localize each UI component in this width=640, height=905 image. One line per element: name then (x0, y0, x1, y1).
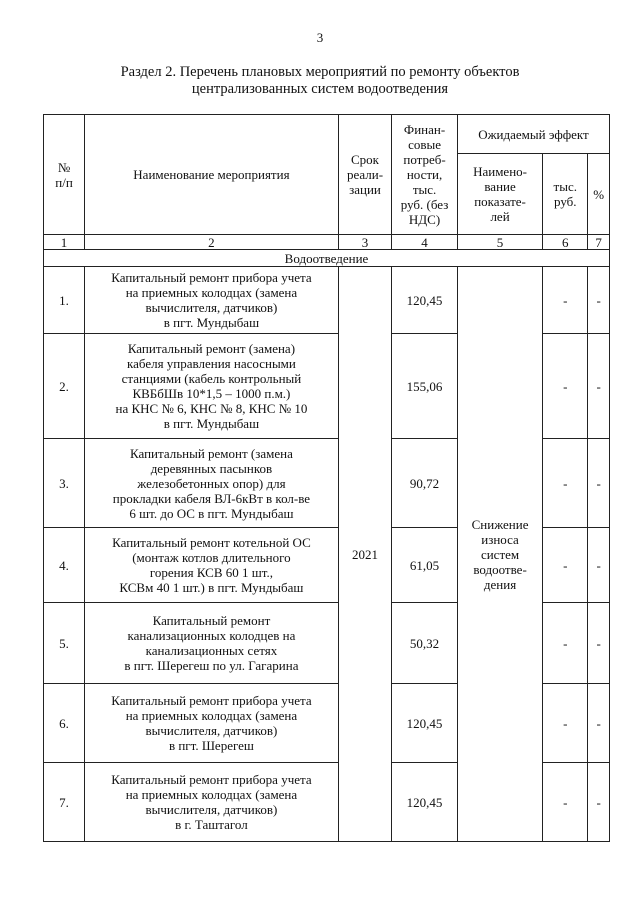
percent-value: - (588, 528, 610, 603)
section-heading-line-2: централизованных систем водоотведения (191, 81, 449, 97)
effect-indicator: Снижение износа систем водоотве- дения (457, 267, 542, 842)
column-number: 5 (457, 235, 542, 250)
header-finance: Финан- совые потреб- ности, тыс. руб. (без НДС) (392, 115, 458, 235)
header-term: Срок реали- зации (338, 115, 391, 235)
section-title: Водоотведение (44, 250, 610, 267)
percent-value: - (588, 439, 610, 528)
row-number: 3. (44, 439, 85, 528)
section-row (44, 250, 610, 267)
row-number: 2. (44, 334, 85, 439)
row-number: 4. (44, 528, 85, 603)
finance-value: 120,45 (392, 684, 458, 763)
finance-value: 120,45 (392, 763, 458, 842)
column-number: 7 (588, 235, 610, 250)
thousand-rub-value: - (543, 528, 588, 603)
percent-value: - (588, 684, 610, 763)
header-indicator: Наимено- вание показате- лей (457, 154, 542, 235)
section-heading-line-1: Раздел 2. Перечень плановых мероприятий по ремонту объектов (120, 64, 520, 80)
measure-name: Капитальный ремонт прибора учета на приемных колодцах (замена вычислителя, датчиков) в г. Таштагол (85, 763, 339, 842)
column-number: 2 (85, 235, 339, 250)
header-num: № п/п (44, 115, 85, 235)
header-thousand-rub: тыс. руб. (543, 154, 588, 235)
measure-name: Капитальный ремонт прибора учета на приемных колодцах (замена вычислителя, датчиков) в пгт. Шерегеш (85, 684, 339, 763)
thousand-rub-value: - (543, 334, 588, 439)
header-name: Наименование мероприятия (85, 115, 339, 235)
finance-value: 90,72 (392, 439, 458, 528)
percent-value: - (588, 267, 610, 334)
header-percent: % (588, 154, 610, 235)
finance-value: 155,06 (392, 334, 458, 439)
measure-name: Капитальный ремонт (замена) кабеля управления насосными станциями (кабель контрольный КВБбШв 10*1,5 – 1000 п.м.) на КНС № 6, КНС № 8, КНС № 10 в пгт. Мундыбаш (85, 334, 339, 439)
row-number: 5. (44, 603, 85, 684)
thousand-rub-value: - (543, 603, 588, 684)
column-number: 1 (44, 235, 85, 250)
thousand-rub-value: - (543, 439, 588, 528)
measure-name: Капитальный ремонт (замена деревянных пасынков железобетонных опор) для прокладки кабеля ВЛ-6кВт в кол-ве 6 шт. до ОС в пгт. Мундыбаш (85, 439, 339, 528)
percent-value: - (588, 763, 610, 842)
column-number: 6 (543, 235, 588, 250)
table-row (44, 267, 610, 334)
percent-value: - (588, 334, 610, 439)
measure-name: Капитальный ремонт котельной ОС (монтаж котлов длительного горения КСВ 60 1 шт., КСВм 40 1 шт.) в пгт. Мундыбаш (85, 528, 339, 603)
thousand-rub-value: - (543, 267, 588, 334)
term-value: 2021 (338, 267, 391, 842)
column-number: 3 (338, 235, 391, 250)
measure-name: Капитальный ремонт канализационных колодцев на канализационных сетях в пгт. Шерегеш по ул. Гагарина (85, 603, 339, 684)
row-number: 7. (44, 763, 85, 842)
section-heading (60, 64, 580, 98)
percent-value: - (588, 603, 610, 684)
measures-table (43, 114, 610, 842)
column-number: 4 (392, 235, 458, 250)
thousand-rub-value: - (543, 684, 588, 763)
finance-value: 61,05 (392, 528, 458, 603)
finance-value: 50,32 (392, 603, 458, 684)
header-effect: Ожидаемый эффект (457, 115, 609, 154)
finance-value: 120,45 (392, 267, 458, 334)
thousand-rub-value: - (543, 763, 588, 842)
page-number: 3 (316, 30, 324, 45)
column-numbers-row (44, 235, 610, 250)
measure-name: Капитальный ремонт прибора учета на приемных колодцах (замена вычислителя, датчиков) в пгт. Мундыбаш (85, 267, 339, 334)
row-number: 6. (44, 684, 85, 763)
row-number: 1. (44, 267, 85, 334)
